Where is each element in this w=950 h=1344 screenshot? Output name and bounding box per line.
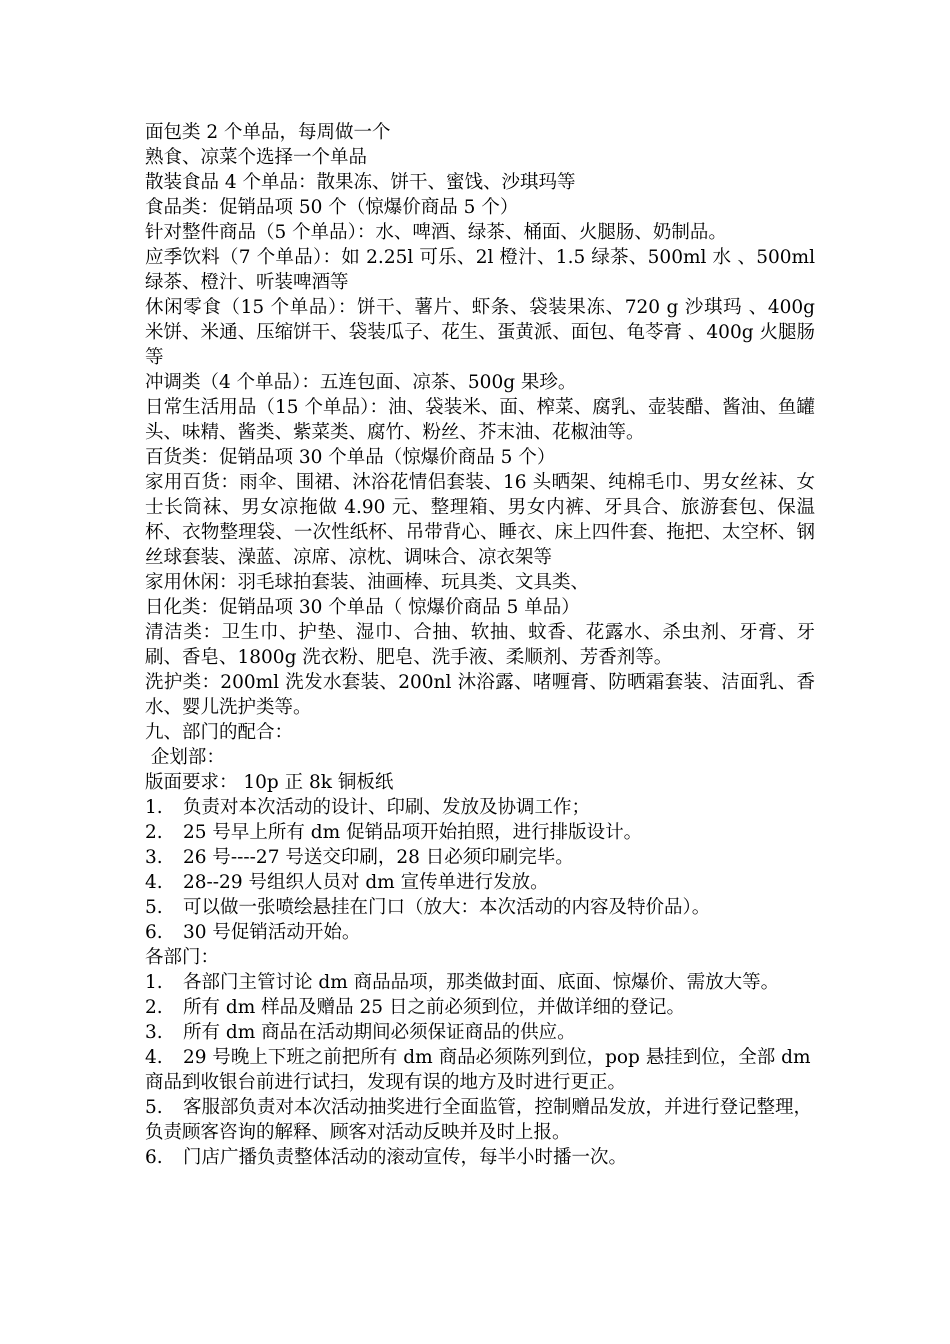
line-food-category: 食品类：促销品项 50 个（惊爆价商品 5 个） bbox=[145, 197, 519, 218]
item-number: 6. bbox=[145, 922, 163, 943]
line-bread: 面包类 2 个单品，每周做一个 bbox=[145, 122, 391, 143]
list-item bbox=[145, 870, 815, 895]
subheading-departments: 各部门： bbox=[145, 947, 220, 968]
list-item bbox=[145, 895, 815, 920]
item-number: 1. bbox=[145, 797, 163, 818]
item-number: 2. bbox=[145, 822, 163, 843]
item-text: 25 号早上所有 dm 促销品项开始拍照，进行排版设计。 bbox=[183, 822, 643, 843]
list-item bbox=[145, 995, 815, 1020]
item-number: 2. bbox=[145, 997, 163, 1018]
line-daily-goods: 日常生活用品（15 个单品）：油、袋装米、面、榨菜、腐乳、壶装醋、酱油、鱼罐头、味精、酱类、紫菜类、腐竹、粉丝、芥末油、花椒油等。 bbox=[145, 397, 815, 443]
item-number: 3. bbox=[145, 847, 163, 868]
line-snacks: 休闲零食（15 个单品）：饼干、薯片、虾条、袋装果冻、720 g 沙琪玛 、400g 米饼、米通、压缩饼干、袋装瓜子、花生、蛋黄派、面包、龟苓膏 、400g 火腿肠等 bbox=[145, 297, 821, 368]
list-item bbox=[145, 795, 815, 820]
line-beverage-mix: 冲调类（4 个单品）：五连包面、凉茶、500g 果珍。 bbox=[145, 372, 577, 393]
list-item bbox=[145, 1095, 815, 1145]
item-text: 可以做一张喷绘悬挂在门口（放大：本次活动的内容及特价品）。 bbox=[183, 897, 711, 918]
line-general-merchandise: 百货类：促销品项 30 个单品（惊爆价商品 5 个） bbox=[145, 447, 556, 468]
list-item bbox=[145, 1045, 815, 1095]
item-text: 客服部负责对本次活动抽奖进行全面监管，控制赠品发放，并进行登记整理，负责顾客咨询的解释、顾客对活动反映并及时上报。 bbox=[145, 1097, 813, 1143]
subheading-planning: 企划部： bbox=[145, 747, 225, 768]
document-page bbox=[145, 120, 821, 1170]
list-item bbox=[145, 920, 815, 945]
list-item bbox=[145, 1145, 815, 1170]
line-cleaning: 清洁类：卫生巾、护垫、湿巾、合抽、软抽、蚊香、花露水、杀虫剂、牙膏、牙刷、香皂、1800g 洗衣粉、肥皂、洗手液、柔顺剂、芳香剂等。 bbox=[145, 622, 815, 668]
list-item bbox=[145, 970, 815, 995]
item-text: 所有 dm 商品在活动期间必须保证商品的供应。 bbox=[183, 1022, 576, 1043]
list-item bbox=[145, 845, 815, 870]
layout-requirement: 版面要求： 10p 正 8k 铜板纸 bbox=[145, 772, 394, 793]
line-household-leisure: 家用休闲：羽毛球拍套装、油画棒、玩具类、文具类、 bbox=[145, 572, 590, 593]
list-item bbox=[145, 1020, 815, 1045]
item-text: 28--29 号组织人员对 dm 宣传单进行发放。 bbox=[183, 872, 549, 893]
line-household-goods: 家用百货：雨伞、围裙、沐浴花情侣套装、16 头晒架、纯棉毛巾、男女丝袜、女士长筒袜、男女凉拖做 4.90 元、整理箱、男女内裤、牙具合、旅游套包、保温杯、衣物整理袋、一次性纸杯、吊带背心、睡衣、床上四件套、拖把、太空杯、钢丝球套装、澡蓝、凉席、凉枕、调味合、凉衣架等 bbox=[145, 472, 815, 568]
line-deli: 熟食、凉菜个选择一个单品 bbox=[145, 147, 368, 168]
line-bulk-food: 散装食品 4 个单品：散果冻、饼干、蜜饯、沙琪玛等 bbox=[145, 172, 576, 193]
item-number: 6. bbox=[145, 1147, 163, 1168]
item-number: 3. bbox=[145, 1022, 163, 1043]
item-text: 所有 dm 样品及赠品 25 日之前必须到位，并做详细的登记。 bbox=[183, 997, 685, 1018]
line-personal-care: 洗护类：200ml 洗发水套装、200nl 沐浴露、啫喱膏、防晒霜套装、洁面乳、香水、婴儿洗护类等。 bbox=[145, 672, 815, 718]
item-number: 1. bbox=[145, 972, 163, 993]
list-item bbox=[145, 820, 815, 845]
planning-list bbox=[145, 795, 815, 945]
item-number: 4. bbox=[145, 1047, 163, 1068]
section-heading-departments: 九、部门的配合： bbox=[145, 722, 294, 743]
department-list bbox=[145, 970, 815, 1170]
item-text: 门店广播负责整体活动的滚动宣传，每半小时播一次。 bbox=[183, 1147, 628, 1168]
line-seasonal-drinks: 应季饮料（7 个单品）：如 2.25l 可乐、2l 橙汁、1.5 绿茶、500ml 水 、500ml 绿茶、橙汁、听装啤酒等 bbox=[145, 247, 821, 293]
line-daily-chemicals: 日化类：促销品项 30 个单品（ 惊爆价商品 5 单品） bbox=[145, 597, 580, 618]
item-number: 5. bbox=[145, 897, 163, 918]
item-number: 5. bbox=[145, 1097, 163, 1118]
item-text: 29 号晚上下班之前把所有 dm 商品必须陈列到位，pop 悬挂到位，全部 dm 商品到收银台前进行试扫，发现有误的地方及时进行更正。 bbox=[145, 1047, 817, 1093]
item-text: 26 号----27 号送交印刷，28 日必须印刷完毕。 bbox=[183, 847, 574, 868]
line-whole-items: 针对整件商品（5 个单品）：水、啤酒、绿茶、桶面、火腿肠、奶制品。 bbox=[145, 222, 727, 243]
item-text: 30 号促销活动开始。 bbox=[183, 922, 361, 943]
item-text: 负责对本次活动的设计、印刷、发放及协调工作； bbox=[183, 797, 591, 818]
item-text: 各部门主管讨论 dm 商品品项，那类做封面、底面、惊爆价、需放大等。 bbox=[183, 972, 780, 993]
item-number: 4. bbox=[145, 872, 163, 893]
